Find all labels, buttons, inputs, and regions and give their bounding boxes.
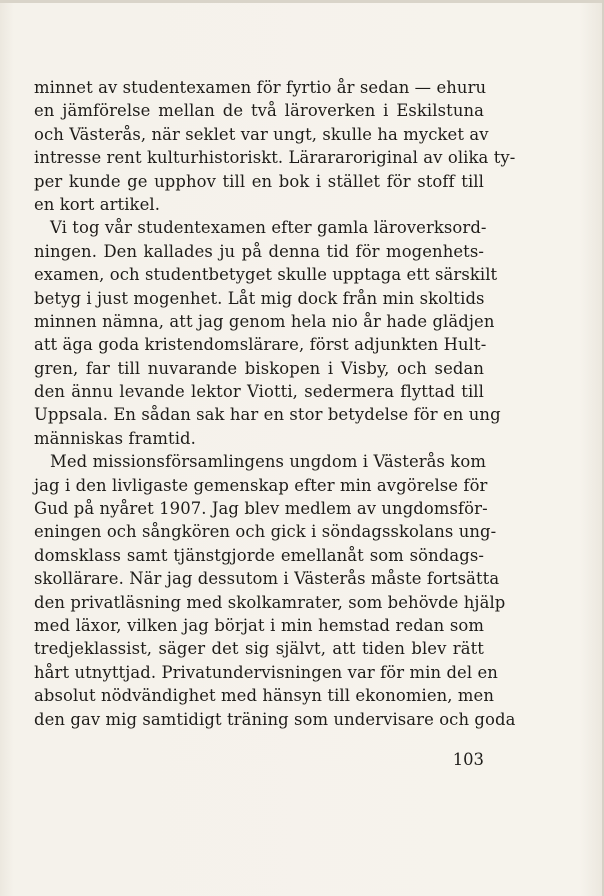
text-line: den privatläsning med skolkamrater, som behövde hjälp	[34, 592, 506, 612]
page-top-edge	[0, 0, 604, 3]
text-line: den ännu levande lektor Viotti, sedermera flyttad till	[34, 382, 484, 402]
paragraph-3	[34, 450, 516, 731]
text-line: Uppsala. En sådan sak har en stor betydelse för en ung	[34, 405, 501, 425]
text-line: den gav mig samtidigt träning som undervisare och goda	[34, 709, 516, 729]
text-line: examen, och studentbetyget skulle upptaga ett särskilt	[34, 265, 498, 285]
text-line: hårt utnyttjad. Privatundervisningen var för min del en	[34, 662, 498, 682]
body-text	[34, 76, 516, 731]
text-line: domsklass samt tjänstgjorde emellanåt som söndags-	[34, 545, 484, 565]
text-line: och Västerås, när seklet var ungt, skulle ha mycket av	[34, 124, 489, 144]
text-line: tredjeklassist, säger det sig självt, att tiden blev rätt	[34, 639, 484, 659]
paragraph-2	[34, 216, 501, 450]
text-line: en jämförelse mellan de två läroverken i Eskilstuna	[34, 101, 484, 121]
paragraph-1	[34, 76, 516, 216]
text-line: att äga goda kristendomslärare, först adjunkten Hult-	[34, 335, 487, 355]
text-line: jag i den livligaste gemenskap efter min avgörelse för	[34, 475, 488, 495]
text-line: eningen och sångkören och gick i söndagsskolans ung-	[34, 522, 497, 542]
text-line: per kunde ge upphov till en bok i stället för stoff till	[34, 171, 484, 191]
text-line: minnen nämna, att jag genom hela nio år hade glädjen	[34, 311, 495, 331]
text-line: med läxor, vilken jag börjat i min hemstad redan som	[34, 615, 484, 635]
text-line: betyg i just mogenhet. Låt mig dock från min skoltids	[34, 288, 485, 308]
text-line: ningen. Den kallades ju på denna tid för mogenhets-	[34, 241, 484, 261]
text-line: människas framtid.	[34, 428, 196, 448]
text-line: Med missionsförsamlingens ungdom i Västerås kom	[50, 452, 487, 472]
text-line: en kort artikel.	[34, 194, 161, 214]
text-line: Vi tog vår studentexamen efter gamla läroverksord-	[50, 218, 487, 238]
text-line: minnet av studentexamen för fyrtio år sedan — ehuru	[34, 78, 487, 97]
text-line: absolut nödvändighet med hänsyn till ekonomien, men	[34, 686, 494, 706]
text-line: gren, far till nuvarande biskopen i Visby, och sedan	[34, 358, 484, 378]
text-line: intresse rent kulturhistoriskt. Lärararoriginal av olika ty-	[34, 148, 516, 168]
text-line: skollärare. När jag dessutom i Västerås måste fortsätta	[34, 569, 500, 589]
text-line: Gud på nyåret 1907. Jag blev medlem av ungdomsför-	[34, 499, 488, 519]
page-number: 103	[452, 750, 484, 769]
